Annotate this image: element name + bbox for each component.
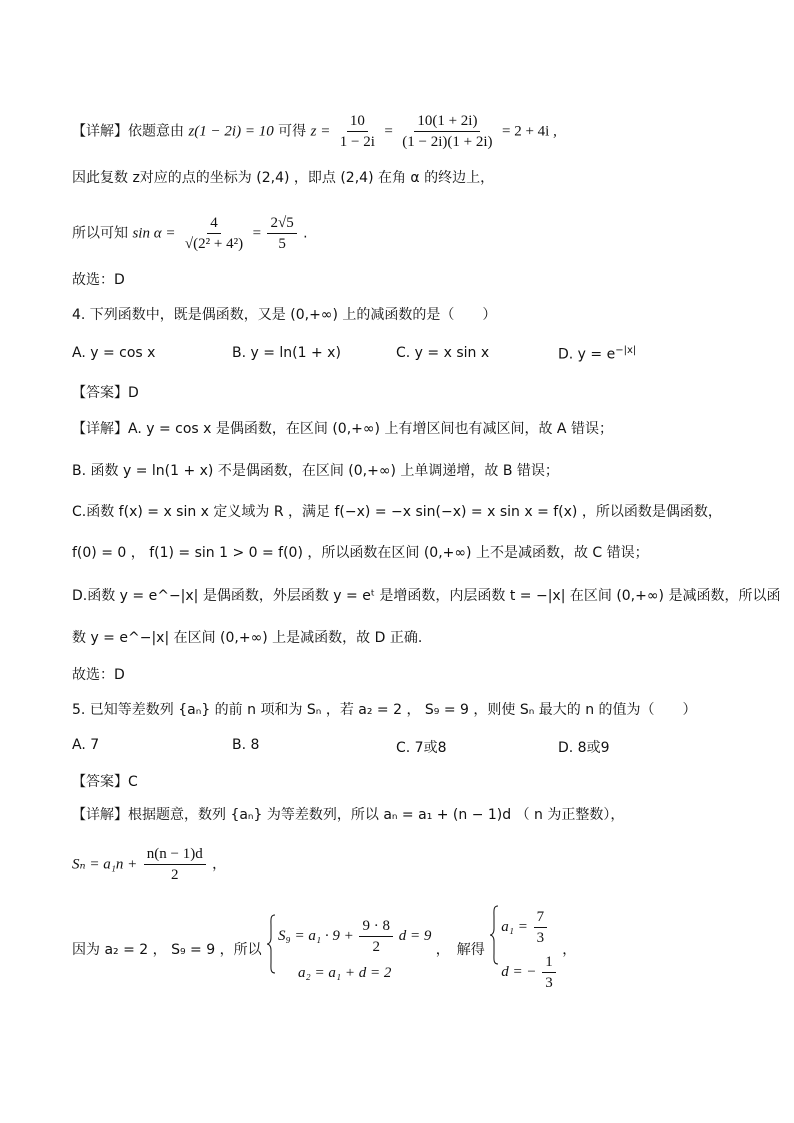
- choice-4: 故选：D: [72, 667, 125, 683]
- detail-4b: B. 函数 y = ln(1 + x) 不是偶函数，在区间 (0,+∞) 上单调递增，故 B 错误；: [72, 463, 559, 479]
- equation: z =: [310, 123, 331, 140]
- brace-icon: [266, 914, 276, 974]
- fraction: $\frac{10}{1 - 2i}$: [339, 113, 375, 150]
- answer-5: 【答案】C: [72, 774, 138, 790]
- fraction: $\frac{10(1 + 2i)}{(1 - 2i)(1 + 2i)}$: [402, 113, 493, 150]
- detail-4d2: 数 y = e^−|x| 在区间 (0,+∞) 上是减函数，故 D 正确.: [72, 630, 423, 646]
- option-b: B. y = ln(1 + x): [232, 345, 341, 361]
- detail-prefix: 【详解】依题意由: [72, 123, 184, 140]
- question-4: 4. 下列函数中，既是偶函数，又是 (0,+∞) 上的减函数的是（ ）: [72, 307, 497, 323]
- fraction: $\frac{1}{3}$: [542, 953, 556, 992]
- detail-5c: 因为 a₂ = 2 ， S₉ = 9 ，所以 S₉ = a₁ · 9 + $\frac{9 \cdot 8}{2}$ d = 9 a₂ = a₁ + d = 2 ， 解得 a₁ = $\frac{7}{3}$ d = − $\frac{1}{3}$ ，: [72, 905, 576, 995]
- option-c: C. 7或8: [396, 740, 447, 756]
- fraction: $\frac{4}{\text{√(2² + 4²)}}$: [184, 215, 244, 252]
- option-d: D. $y = e^{-|x|}$: [558, 345, 637, 363]
- result: = 2 + 4i ,: [501, 123, 557, 140]
- option-b: B. 8: [232, 737, 260, 753]
- option-a: A. 7: [72, 737, 100, 753]
- brace-icon: [489, 905, 499, 965]
- choice-line: 故选：D: [72, 272, 125, 288]
- detail-5b: Sₙ = a₁n + $\frac{n(n - 1)d}{2}$ ，: [72, 846, 227, 883]
- option-a: A. y = cos x: [72, 345, 156, 361]
- sin-line: 所以可知 sin α = $\frac{4}{\text{√(2² + 4²)}}$ = $\frac{2√5}{5}$ .: [72, 215, 308, 252]
- detail-line-z: 【详解】依题意由 z(1 − 2i) = 10 可得 z = $\frac{10}{1 - 2i}$ = $\frac{10(1 + 2i)}{(1 - 2i)(1 + 2i)}$ = 2 + 4i ,: [72, 113, 557, 150]
- fraction: $\frac{2√5}{5}$: [267, 214, 296, 253]
- detail-5a: 【详解】根据题意，数列 {aₙ} 为等差数列，所以 aₙ = a₁ + (n − 1)d （ n 为正整数），: [72, 807, 625, 823]
- detail-4c1: C.函数 f(x) = x sin x 定义域为 R ，满足 f(−x) = −x sin(−x) = x sin x = f(x) ，所以函数是偶函数，: [72, 504, 722, 520]
- answer-4: 【答案】D: [72, 385, 139, 401]
- text: 可得: [278, 123, 307, 140]
- detail-4d1: D.函数 y = e^−|x| 是偶函数，外层函数 y = eᵗ 是增函数，内层函数 t = −|x| 在区间 (0,+∞) 是减函数，所以函: [72, 588, 781, 604]
- solution-system: a₁ = $\frac{7}{3}$ d = − $\frac{1}{3}$: [489, 905, 558, 995]
- fraction: $\frac{7}{3}$: [534, 908, 548, 947]
- equation: z(1 − 2i) = 10: [188, 123, 274, 140]
- text-line: 因此复数 z对应的点的坐标为 (2,4) ，即点 (2,4) 在角 α 的终边上，: [72, 170, 495, 186]
- equation-system: S₉ = a₁ · 9 + $\frac{9 \cdot 8}{2}$ d = 9 a₂ = a₁ + d = 2: [266, 914, 431, 987]
- detail-4a: 【详解】A. y = cos x 是偶函数，在区间 (0,+∞) 上有增区间也有减区间，故 A 错误；: [72, 421, 613, 437]
- question-5: 5. 已知等差数列 {aₙ} 的前 n 项和为 Sₙ ，若 a₂ = 2 ， S₉ = 9 ，则使 Sₙ 最大的 n 的值为（ ）: [72, 702, 697, 718]
- detail-4c2: f(0) = 0 ， f(1) = sin 1 > 0 = f(0) ，所以函数在区间 (0,+∞) 上不是减函数，故 C 错误；: [72, 545, 649, 561]
- fraction: $\frac{n(n - 1)d}{2}$: [144, 845, 206, 884]
- option-d: D. 8或9: [558, 740, 610, 756]
- fraction: $\frac{9 \cdot 8}{2}$: [359, 917, 393, 956]
- option-c: C. y = x sin x: [396, 345, 490, 361]
